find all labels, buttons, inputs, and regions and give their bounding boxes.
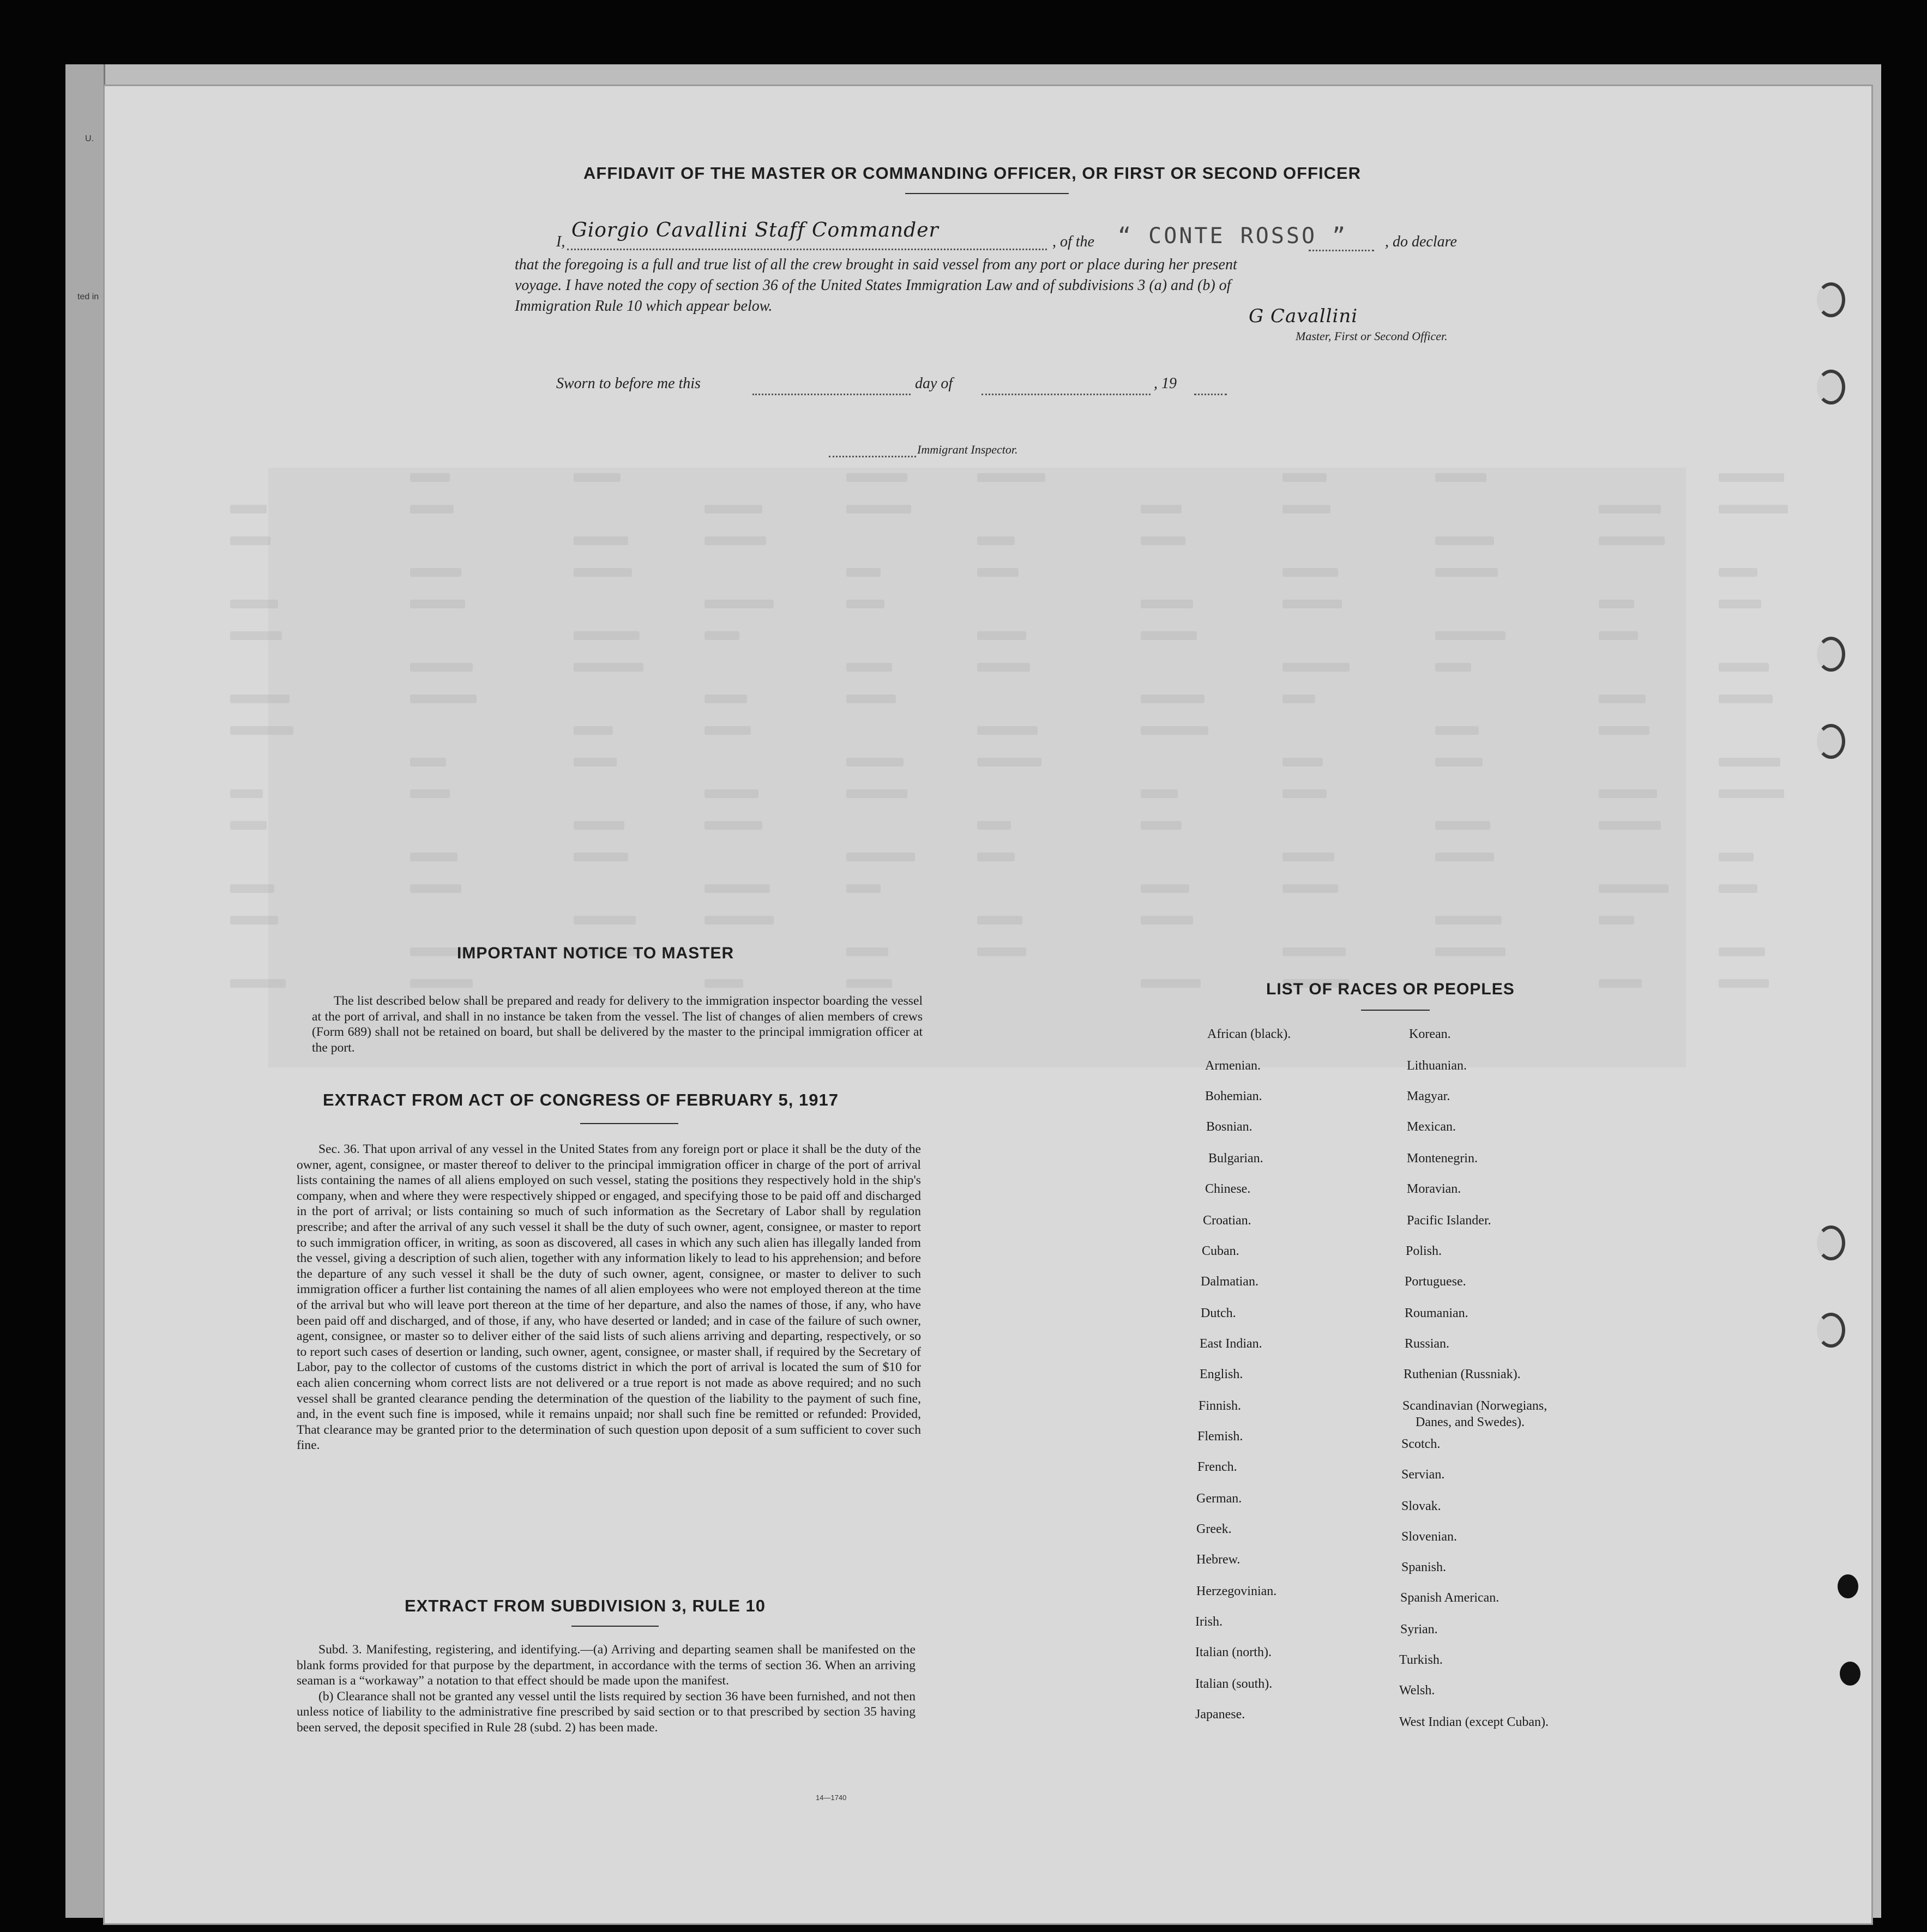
bleed-mark — [1435, 631, 1506, 640]
rule-text — [297, 1642, 916, 1736]
bleed-mark — [1141, 536, 1185, 545]
bleed-mark — [1282, 853, 1334, 861]
bleed-mark — [1141, 821, 1182, 830]
bleed-mark — [846, 473, 907, 482]
race-item: Dalmatian. — [1201, 1275, 1258, 1289]
race-item: East Indian. — [1200, 1337, 1262, 1351]
bleed-mark — [230, 789, 263, 798]
bleed-through — [268, 468, 1686, 1067]
race-item: Polish. — [1406, 1244, 1442, 1258]
bleed-mark — [410, 853, 457, 861]
bleed-mark — [1599, 821, 1661, 830]
bleed-mark — [1435, 947, 1506, 956]
bleed-mark — [574, 821, 624, 830]
sworn-label: Sworn to before me this — [556, 375, 701, 392]
vessel-dotted-line — [1309, 250, 1374, 251]
bleed-mark — [230, 979, 286, 988]
bleed-mark — [977, 947, 1026, 956]
race-item: Japanese. — [1195, 1707, 1245, 1722]
race-item: West Indian (except Cuban). — [1399, 1715, 1549, 1729]
bleed-mark — [230, 600, 278, 608]
bleed-mark — [230, 726, 293, 735]
bleed-mark — [1599, 631, 1638, 640]
rule-title: EXTRACT FROM SUBDIVISION 3, RULE 10 — [405, 1596, 766, 1615]
bleed-mark — [230, 695, 290, 703]
punch-hole — [1838, 1574, 1858, 1598]
bleed-mark — [574, 726, 613, 735]
bleed-mark — [977, 536, 1015, 545]
bleed-mark — [704, 600, 774, 608]
bleed-mark — [1599, 600, 1634, 608]
bleed-mark — [1141, 505, 1182, 514]
rule-paragraph-a: Subd. 3. Manifesting, registering, and identifying.—(a) Arriving and departing seamen shall be manifested on the blank forms provided for that purpose by the department, in accordance with the terms of section 36. When an arriving seaman is a “workaway” a notation to that effect should be made upon the manifest. — [297, 1643, 916, 1688]
race-item: Welsh. — [1399, 1683, 1435, 1698]
signature-label: Master, First or Second Officer. — [1296, 329, 1448, 343]
do-declare-label: , do declare — [1385, 233, 1457, 250]
bleed-mark — [704, 789, 758, 798]
race-item: Moravian. — [1407, 1182, 1461, 1196]
race-item: Danes, and Swedes). — [1416, 1415, 1525, 1429]
bleed-mark — [846, 853, 915, 861]
bleed-mark — [1599, 695, 1646, 703]
bleed-mark — [1141, 979, 1201, 988]
bleed-mark — [704, 821, 762, 830]
bleed-mark — [977, 663, 1030, 672]
act-paragraph: Sec. 36. That upon arrival of any vessel in the United States from any foreign port or place it shall be the duty of the owner, agent, consignee, or master thereof to deliver to the principal immigration officer in charge of the port of arrival lists containing the names of all aliens employed on such vessel, stating the positions they respectively hold in the ship's company, when and where they were respectively shipped or engaged, and specifying those to be paid off and discharged in the port of arrival; or lists containing so much of such information as the Secretary of Labor shall by regulation prescribe; and after the arrival of any such vessel it shall be the duty of such owner, agent, consignee, or master to report to such immigration officer, in writing, as soon as discovered, all cases in which any such alien has illegally landed from the vessel, giving a description of such alien, together with any information likely to lead to his apprehension; and before the departure of any such vessel it shall be the duty of such owner, agent, consignee, or master to deliver to such immigration officer a further list containing the names of all alien employees who were not employed thereon at the time of the arrival but who will leave port thereon at the time of her departure, and also the names of those, if any, who have been paid off and discharged, and of those, if any, who have deserted or landed; and in case of the failure of such owner, agent, consignee, or master so to deliver either of the said lists of such aliens arriving and departing, respectively, or so to report such cases of desertion or landing, such owner, agent, consignee, or master shall, if required by the Secretary of Labor, pay to the collector of customs of the customs district in which the port of arrival is located the sum of $10 for each alien concerning whom correct lists are not delivered or a true report is not made as above required; and no such vessel shall be granted clearance pending the determination of the question of the liability to the payment of such fine, and, in the event such fine is imposed, while it remains unpaid; nor shall such fine be remitted or refunded: Provided, That clearance may be granted prior to the determination of such question upon deposit of a sum sufficient to cover such fine. — [297, 1142, 921, 1453]
race-item: Scandinavian (Norwegians, — [1402, 1399, 1547, 1413]
bleed-mark — [1141, 884, 1189, 893]
race-item: Portuguese. — [1405, 1275, 1466, 1289]
race-item: Armenian. — [1205, 1059, 1261, 1073]
bleed-mark — [704, 505, 762, 514]
bleed-mark — [1599, 884, 1669, 893]
bleed-mark — [846, 979, 892, 988]
race-item: Spanish American. — [1400, 1591, 1500, 1605]
affidavit-prefix: I, — [556, 233, 565, 250]
bleed-mark — [1719, 473, 1784, 482]
bleed-mark — [1282, 568, 1338, 577]
race-item: Scotch. — [1401, 1437, 1441, 1451]
race-item: Turkish. — [1399, 1653, 1443, 1667]
race-item: Croatian. — [1203, 1213, 1251, 1228]
punch-hole — [1840, 1662, 1860, 1686]
bleed-mark — [1719, 695, 1773, 703]
inspector-label: Immigrant Inspector. — [917, 443, 1018, 456]
bleed-mark — [230, 631, 282, 640]
bleed-mark — [1435, 536, 1494, 545]
bleed-mark — [1282, 758, 1323, 766]
act-title: EXTRACT FROM ACT OF CONGRESS OF FEBRUARY 5, 1917 — [323, 1090, 839, 1109]
underlying-page-edge — [65, 64, 105, 1918]
bleed-mark — [410, 600, 465, 608]
bleed-mark — [1282, 663, 1350, 672]
bleed-mark — [1435, 758, 1483, 766]
bleed-mark — [1599, 505, 1661, 514]
race-item: Italian (north). — [1195, 1645, 1272, 1659]
race-item: Cuban. — [1202, 1244, 1239, 1258]
bleed-mark — [704, 631, 739, 640]
race-item: Spanish. — [1401, 1560, 1447, 1574]
bleed-mark — [1719, 663, 1769, 672]
bleed-mark — [1282, 505, 1330, 514]
bleed-mark — [410, 758, 446, 766]
bleed-mark — [230, 505, 267, 514]
races-title: LIST OF RACES OR PEOPLES — [1266, 980, 1515, 998]
bleed-mark — [1141, 695, 1205, 703]
bleed-mark — [1282, 473, 1327, 482]
bleed-mark — [846, 695, 896, 703]
punch-hole — [1817, 637, 1845, 672]
race-item: Montenegrin. — [1407, 1151, 1478, 1166]
officer-name-handwritten: Giorgio Cavallini Staff Commander — [571, 219, 939, 242]
bleed-mark — [410, 505, 454, 514]
race-item: Irish. — [1195, 1615, 1223, 1629]
bleed-mark — [1599, 916, 1634, 925]
bleed-mark — [1599, 979, 1642, 988]
bleed-mark — [410, 473, 450, 482]
day-of-label: day of — [915, 375, 953, 392]
bleed-mark — [977, 473, 1045, 482]
bleed-mark — [1282, 600, 1342, 608]
bleed-mark — [574, 916, 636, 925]
bleed-mark — [704, 916, 774, 925]
bleed-mark — [704, 726, 751, 735]
bleed-mark — [1141, 916, 1193, 925]
bleed-mark — [704, 979, 743, 988]
race-item: Bosnian. — [1206, 1120, 1252, 1134]
month-dotted-line — [981, 394, 1151, 395]
race-item: Bulgarian. — [1208, 1151, 1263, 1166]
bleed-mark — [574, 758, 617, 766]
bleed-mark — [1719, 505, 1788, 514]
bleed-mark — [977, 631, 1026, 640]
bleed-mark — [1435, 473, 1486, 482]
bleed-mark — [1282, 695, 1315, 703]
bleed-mark — [410, 568, 461, 577]
bleed-mark — [1141, 726, 1208, 735]
race-item: Servian. — [1401, 1468, 1445, 1482]
bleed-mark — [410, 663, 473, 672]
affidavit-line: Immigration Rule 10 which appear below. — [515, 298, 773, 315]
edge-fragment: ted in — [77, 292, 99, 301]
bleed-mark — [846, 568, 881, 577]
bleed-mark — [846, 505, 911, 514]
bleed-mark — [1599, 726, 1649, 735]
act-text — [297, 1142, 921, 1453]
bleed-mark — [1719, 789, 1784, 798]
bleed-mark — [704, 536, 766, 545]
title-rule — [905, 193, 1069, 194]
bleed-mark — [1719, 600, 1761, 608]
race-item: Pacific Islander. — [1407, 1213, 1491, 1228]
race-item: Slovak. — [1401, 1499, 1441, 1513]
bleed-mark — [977, 726, 1038, 735]
races-title-rule — [1361, 1010, 1430, 1011]
bleed-mark — [410, 789, 450, 798]
inspector-dotted-line — [829, 456, 916, 457]
bleed-mark — [846, 758, 904, 766]
race-item: Finnish. — [1199, 1399, 1242, 1413]
bleed-mark — [230, 821, 267, 830]
form-number: 14—1740 — [816, 1794, 847, 1802]
bleed-mark — [230, 884, 274, 893]
bleed-mark — [574, 853, 628, 861]
bleed-mark — [1141, 600, 1193, 608]
bleed-mark — [1719, 884, 1757, 893]
race-item: German. — [1196, 1492, 1242, 1506]
bleed-mark — [1435, 821, 1490, 830]
race-item: Russian. — [1405, 1337, 1450, 1351]
race-item: Mexican. — [1407, 1120, 1456, 1134]
bleed-mark — [977, 568, 1019, 577]
act-title-rule — [580, 1123, 678, 1124]
sworn-day-dotted-line — [752, 394, 911, 395]
race-item: Dutch. — [1201, 1306, 1236, 1320]
year-label: , 19 — [1154, 375, 1177, 392]
year-dotted-line — [1194, 394, 1227, 395]
edge-fragment: U. — [85, 134, 94, 143]
punch-hole — [1817, 1313, 1845, 1348]
bleed-mark — [1282, 947, 1346, 956]
bleed-mark — [1719, 853, 1754, 861]
race-item: Herzegovinian. — [1196, 1584, 1277, 1598]
bleed-mark — [410, 695, 477, 703]
bleed-mark — [1599, 536, 1665, 545]
bleed-mark — [1719, 568, 1757, 577]
race-item: Ruthenian (Russniak). — [1404, 1367, 1521, 1381]
bleed-mark — [1435, 726, 1479, 735]
bleed-mark — [1435, 853, 1494, 861]
affidavit-line: that the foregoing is a full and true list of all the crew brought in said vessel from any port or place during her present — [515, 256, 1237, 273]
bleed-mark — [230, 536, 270, 545]
name-dotted-line — [567, 249, 1047, 250]
bleed-mark — [1141, 789, 1178, 798]
bleed-mark — [1719, 979, 1769, 988]
rule-title-rule — [571, 1626, 659, 1627]
notice-title: IMPORTANT NOTICE TO MASTER — [457, 944, 734, 962]
bleed-mark — [1435, 568, 1498, 577]
punch-hole — [1817, 724, 1845, 759]
race-item: English. — [1200, 1367, 1243, 1381]
bleed-mark — [846, 600, 884, 608]
bleed-mark — [977, 853, 1015, 861]
race-item: African (black). — [1207, 1027, 1291, 1041]
bleed-mark — [574, 631, 640, 640]
race-item: Roumanian. — [1405, 1306, 1468, 1320]
bleed-mark — [230, 916, 278, 925]
notice-paragraph: The list described below shall be prepared and ready for delivery to the immigration inspector boarding the vessel at the port of arrival, and shall in no instance be taken from the vessel. The list of changes of alien members of crews (Form 689) shall not be retained on board, but shall be delivered by the master to the principal immigration officer at the port. — [312, 994, 923, 1055]
bleed-mark — [846, 789, 907, 798]
bleed-mark — [1599, 789, 1657, 798]
bleed-mark — [574, 663, 643, 672]
notice-text — [312, 993, 923, 1055]
bleed-mark — [574, 473, 621, 482]
bleed-mark — [1435, 916, 1502, 925]
bleed-mark — [1435, 663, 1471, 672]
bleed-mark — [574, 536, 628, 545]
race-item: Korean. — [1409, 1027, 1451, 1041]
punch-hole — [1817, 1225, 1845, 1260]
race-item: Hebrew. — [1196, 1553, 1240, 1567]
race-item: Italian (south). — [1195, 1677, 1273, 1691]
race-item: Slovenian. — [1401, 1530, 1457, 1544]
bleed-mark — [704, 695, 747, 703]
affidavit-line: voyage. I have noted the copy of section 36 of the United States Immigration Law and of subdivisions 3 (a) and (b) of — [515, 277, 1231, 294]
bleed-mark — [704, 884, 770, 893]
bleed-mark — [1282, 789, 1327, 798]
bleed-mark — [574, 568, 632, 577]
affidavit-title: AFFIDAVIT OF THE MASTER OR COMMANDING OFFICER, OR FIRST OR SECOND OFFICER — [583, 164, 1362, 183]
race-item: French. — [1197, 1460, 1237, 1474]
bleed-mark — [1141, 631, 1197, 640]
bleed-mark — [410, 979, 473, 988]
punch-hole — [1817, 370, 1845, 404]
bleed-mark — [846, 947, 888, 956]
race-item: Syrian. — [1400, 1622, 1438, 1637]
race-item: Lithuanian. — [1407, 1059, 1467, 1073]
punch-hole — [1817, 282, 1845, 317]
race-item: Flemish. — [1197, 1429, 1243, 1444]
of-the-label: , of the — [1052, 233, 1094, 250]
bleed-mark — [1719, 947, 1765, 956]
race-item: Chinese. — [1205, 1182, 1251, 1196]
vessel-name-stamp: “ CONTE ROSSO ” — [1118, 224, 1348, 249]
bleed-mark — [410, 884, 461, 893]
race-item: Greek. — [1196, 1522, 1232, 1536]
race-item: Bohemian. — [1205, 1089, 1262, 1103]
bleed-mark — [977, 821, 1011, 830]
race-item: Magyar. — [1407, 1089, 1450, 1103]
bleed-mark — [846, 884, 881, 893]
signature-handwritten: G Cavallini — [1249, 305, 1358, 327]
rule-paragraph-b: (b) Clearance shall not be granted any vessel until the lists required by section 36 have been furnished, and not then unless notice of liability to the administrative fine prescribed by said section or to that prescribed by section 35 having been served, the deposit specified in Rule 28 (subd. 2) has been made. — [297, 1689, 916, 1735]
bleed-mark — [846, 663, 892, 672]
bleed-mark — [1719, 758, 1780, 766]
bleed-mark — [977, 916, 1022, 925]
bleed-mark — [1282, 884, 1338, 893]
bleed-mark — [977, 758, 1041, 766]
